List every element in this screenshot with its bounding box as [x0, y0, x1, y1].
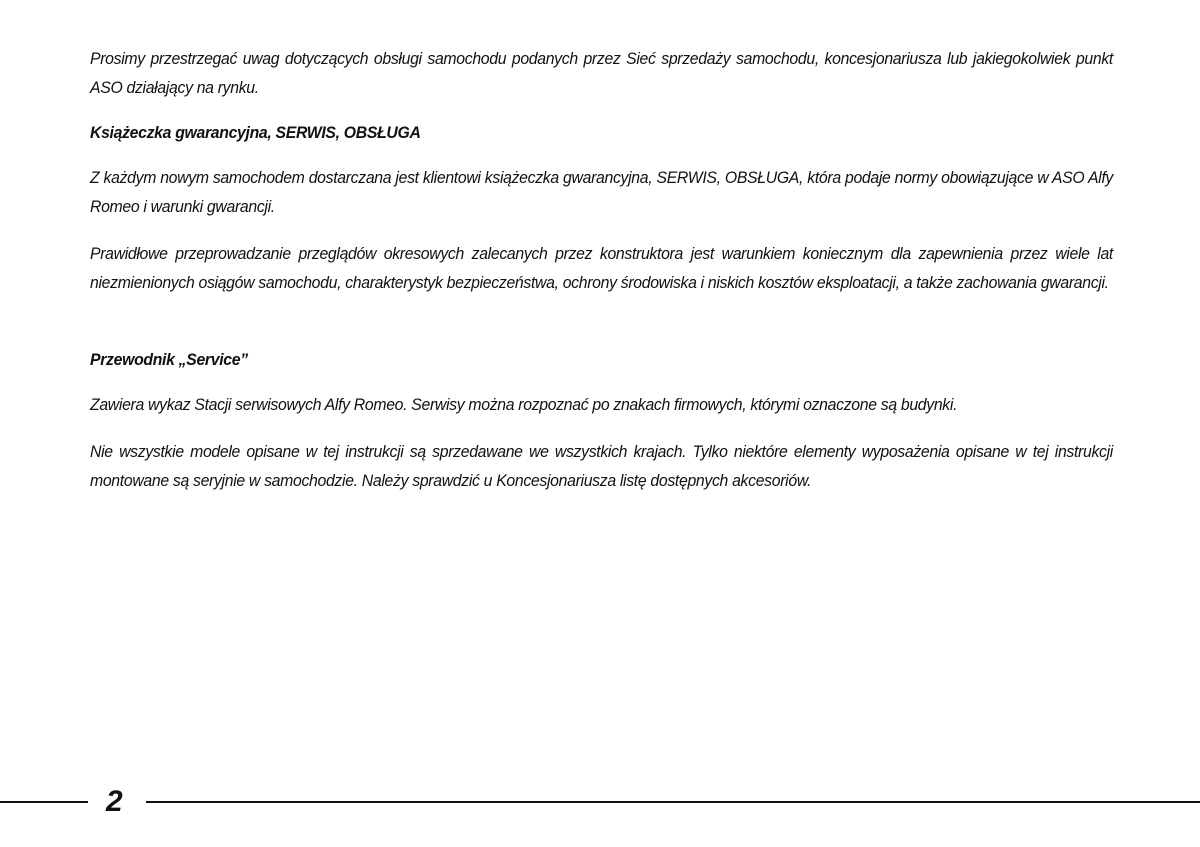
section-heading-service-guide: Przewodnik „Service” [90, 350, 248, 369]
footer-rule-left [0, 801, 88, 803]
section-heading-warranty-book: Książeczka gwarancyjna, SERWIS, OBSŁUGA [90, 123, 421, 142]
inspections-paragraph: Prawidłowe przeprowadzanie przeglądów okresowych zalecanych przez konstruktora jest warunkiem koniecznym dla zapewnienia przez wiele lat niezmienionych osiągów samochodu, charakterystyk bezpieczeństwa, ochrony środowiska i niskich kosztów eksploatacji, a także zachowania gwarancji. [90, 244, 1113, 292]
service-guide-paragraph: Zawiera wykaz Stacji serwisowych Alfy Romeo. Serwisy można rozpoznać po znakach firmowych, którymi oznaczone są budynki. [90, 395, 958, 414]
models-availability-paragraph: Nie wszystkie modele opisane w tej instrukcji są sprzedawane we wszystkich krajach. Tylko niektóre elementy wyposażenia opisane w tej instrukcji montowane są seryjnie w samochodzie. Należy sprawdzić u Koncesjonariusza listę dostępnych akcesoriów. [90, 442, 1113, 490]
page-number: 2 [106, 785, 123, 818]
footer-rule-right [146, 801, 1200, 803]
page-content [90, 44, 1115, 495]
warranty-book-paragraph: Z każdym nowym samochodem dostarczana jest klientowi książeczka gwarancyjna, SERWIS, OBSŁUGA, która podaje normy obowiązujące w ASO Alfy Romeo i warunki gwarancji. [90, 168, 1113, 216]
intro-paragraph: Prosimy przestrzegać uwag dotyczących obsługi samochodu podanych przez Sieć sprzedaży samochodu, koncesjonariusza lub jakiegokolwiek punkt ASO działający na rynku. [90, 49, 1113, 97]
